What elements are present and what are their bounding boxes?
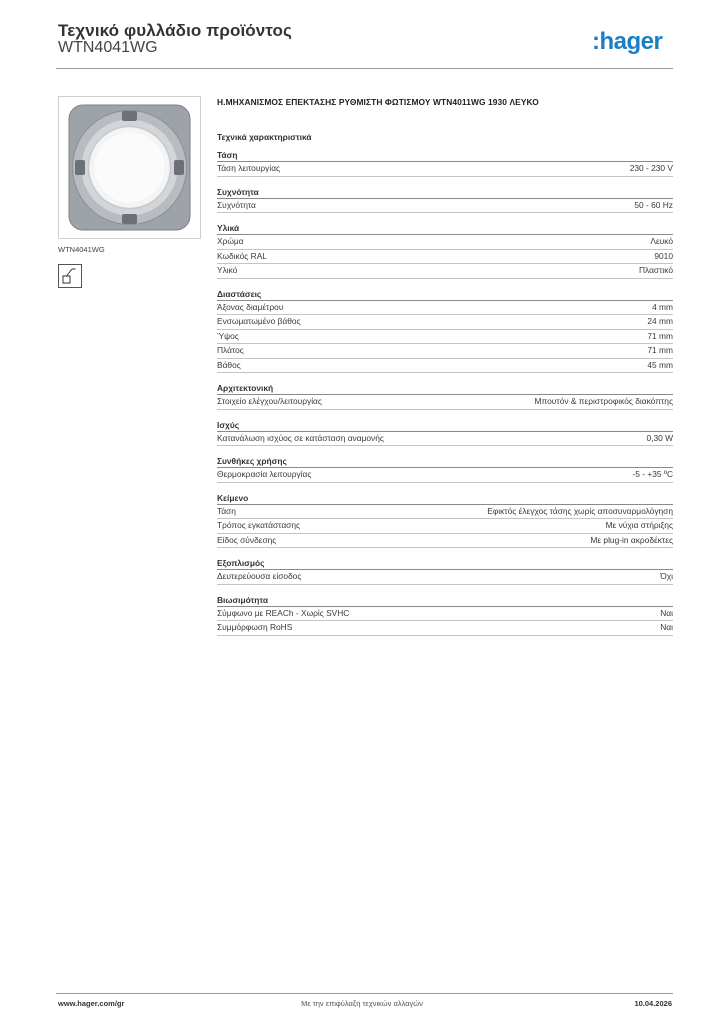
spec-row	[217, 395, 673, 410]
spec-row	[217, 235, 673, 250]
spec-row	[217, 607, 673, 622]
svg-text::hager: :hager	[592, 28, 663, 55]
spec-label: Στοιχείο ελέγχου/λειτουργίας	[217, 396, 322, 406]
spec-row	[217, 505, 673, 520]
spec-label: Χρώμα	[217, 236, 244, 246]
spec-category	[217, 288, 673, 374]
category-title: Συχνότητα	[217, 186, 673, 199]
spec-row	[217, 570, 673, 585]
spec-category	[217, 557, 673, 585]
spec-value: Εφικτός έλεγχος τάσης χωρίς αποσυναρμολόγηση	[487, 505, 673, 516]
document-title: Τεχνικό φυλλάδιο προϊόντος	[58, 21, 292, 40]
spec-row	[217, 330, 673, 345]
spec-value: 50 - 60 Hz	[634, 199, 673, 210]
spec-label: Κατανάλωση ισχύος σε κατάσταση αναμονής	[217, 432, 384, 443]
spec-label: Τάση λειτουργίας	[217, 163, 281, 173]
spec-row	[217, 264, 673, 279]
spec-category	[217, 594, 673, 636]
spec-label: Βάθος	[217, 359, 241, 370]
spec-row	[217, 344, 673, 359]
spec-label: Άξονας διαμέτρου	[217, 301, 284, 312]
category-title: Υλικά	[217, 222, 673, 235]
category-title: Αρχιτεκτονική	[217, 382, 673, 395]
spec-row	[217, 621, 673, 636]
spec-category	[217, 455, 673, 483]
header-divider	[56, 68, 673, 69]
spec-label: Υλικό	[217, 265, 238, 275]
spec-value: 71 mm	[647, 345, 673, 355]
spec-value: Ναι	[660, 622, 673, 632]
spec-row	[217, 359, 673, 374]
spec-value: Με plug-in ακροδέκτες	[590, 534, 673, 545]
spec-value: -5 - +35 ºC	[632, 469, 673, 479]
spec-category	[217, 419, 673, 447]
dimmer-symbol-icon	[58, 264, 82, 288]
spec-value: 4 mm	[652, 301, 673, 312]
spec-row	[217, 468, 673, 483]
spec-category	[217, 149, 673, 177]
category-title: Εξοπλισμός	[217, 557, 673, 570]
spec-categories	[217, 149, 673, 636]
spec-value: Όχι	[660, 571, 673, 581]
product-image-caption: WTN4041WG	[58, 245, 105, 254]
spec-content	[217, 97, 673, 636]
spec-value: 0,30 W	[646, 432, 673, 443]
footer-divider	[56, 993, 673, 994]
category-title: Διαστάσεις	[217, 288, 673, 301]
footer-date: 10.04.2026	[634, 999, 672, 1008]
spec-label: Συχνότητα	[217, 199, 256, 210]
category-title: Συνθήκες χρήσης	[217, 455, 673, 468]
category-title: Τάση	[217, 149, 673, 162]
spec-row	[217, 301, 673, 316]
spec-value: 9010	[654, 250, 673, 261]
spec-value: 71 mm	[647, 330, 673, 341]
spec-value: 230 - 230 V	[629, 163, 673, 173]
spec-row	[217, 534, 673, 549]
spec-label: Σύμφωνο με REACh - Χωρίς SVHC	[217, 607, 350, 618]
spec-value: Με νύχια στήριξης	[605, 520, 673, 530]
spec-category	[217, 222, 673, 279]
spec-row	[217, 519, 673, 534]
spec-label: Συμμόρφωση RoHS	[217, 622, 293, 632]
spec-value: Λευκό	[650, 236, 673, 246]
category-title: Βιωσιμότητα	[217, 594, 673, 607]
category-title: Ισχύς	[217, 419, 673, 432]
spec-value: Ναι	[660, 607, 673, 618]
spec-row	[217, 250, 673, 265]
spec-value: Πλαστικό	[638, 265, 673, 275]
spec-label: Είδος σύνδεσης	[217, 534, 277, 545]
spec-value: 24 mm	[647, 316, 673, 326]
spec-label: Τρόπος εγκατάστασης	[217, 520, 301, 530]
spec-row	[217, 432, 673, 447]
spec-row	[217, 315, 673, 330]
spec-category	[217, 382, 673, 410]
technical-features-heading: Τεχνικά χαρακτηριστικά	[217, 132, 312, 142]
spec-value: Μπουτόν & περιστροφικός διακόπτης	[534, 396, 673, 406]
spec-label: Ενσωματωμένο βάθος	[217, 316, 301, 326]
spec-value: 45 mm	[647, 359, 673, 370]
spec-label: Ύψος	[217, 330, 239, 341]
spec-row	[217, 199, 673, 214]
spec-category	[217, 492, 673, 549]
product-code-heading: WTN4041WG	[58, 39, 158, 56]
spec-label: Δευτερεύουσα είσοδος	[217, 571, 302, 581]
spec-label: Κωδικός RAL	[217, 250, 267, 261]
spec-label: Τάση	[217, 505, 236, 516]
category-title: Κείμενο	[217, 492, 673, 505]
spec-category	[217, 186, 673, 214]
product-description-title: Η.ΜΗΧΑΝΙΣΜΟΣ ΕΠΕΚΤΑΣΗΣ ΡΥΘΜΙΣΤΗ ΦΩΤΙΣΜΟΥ WTN4011WG 1930 ΛΕΥΚΟ	[217, 97, 539, 107]
spec-label: Θερμοκρασία λειτουργίας	[217, 469, 312, 479]
hager-logo	[592, 27, 676, 57]
product-image	[58, 96, 201, 239]
spec-row	[217, 162, 673, 177]
footer-website[interactable]: www.hager.com/gr	[58, 999, 125, 1008]
footer-notice: Με την επιφύλαξη τεχνικών αλλαγών	[301, 999, 423, 1008]
spec-label: Πλάτος	[217, 345, 244, 355]
